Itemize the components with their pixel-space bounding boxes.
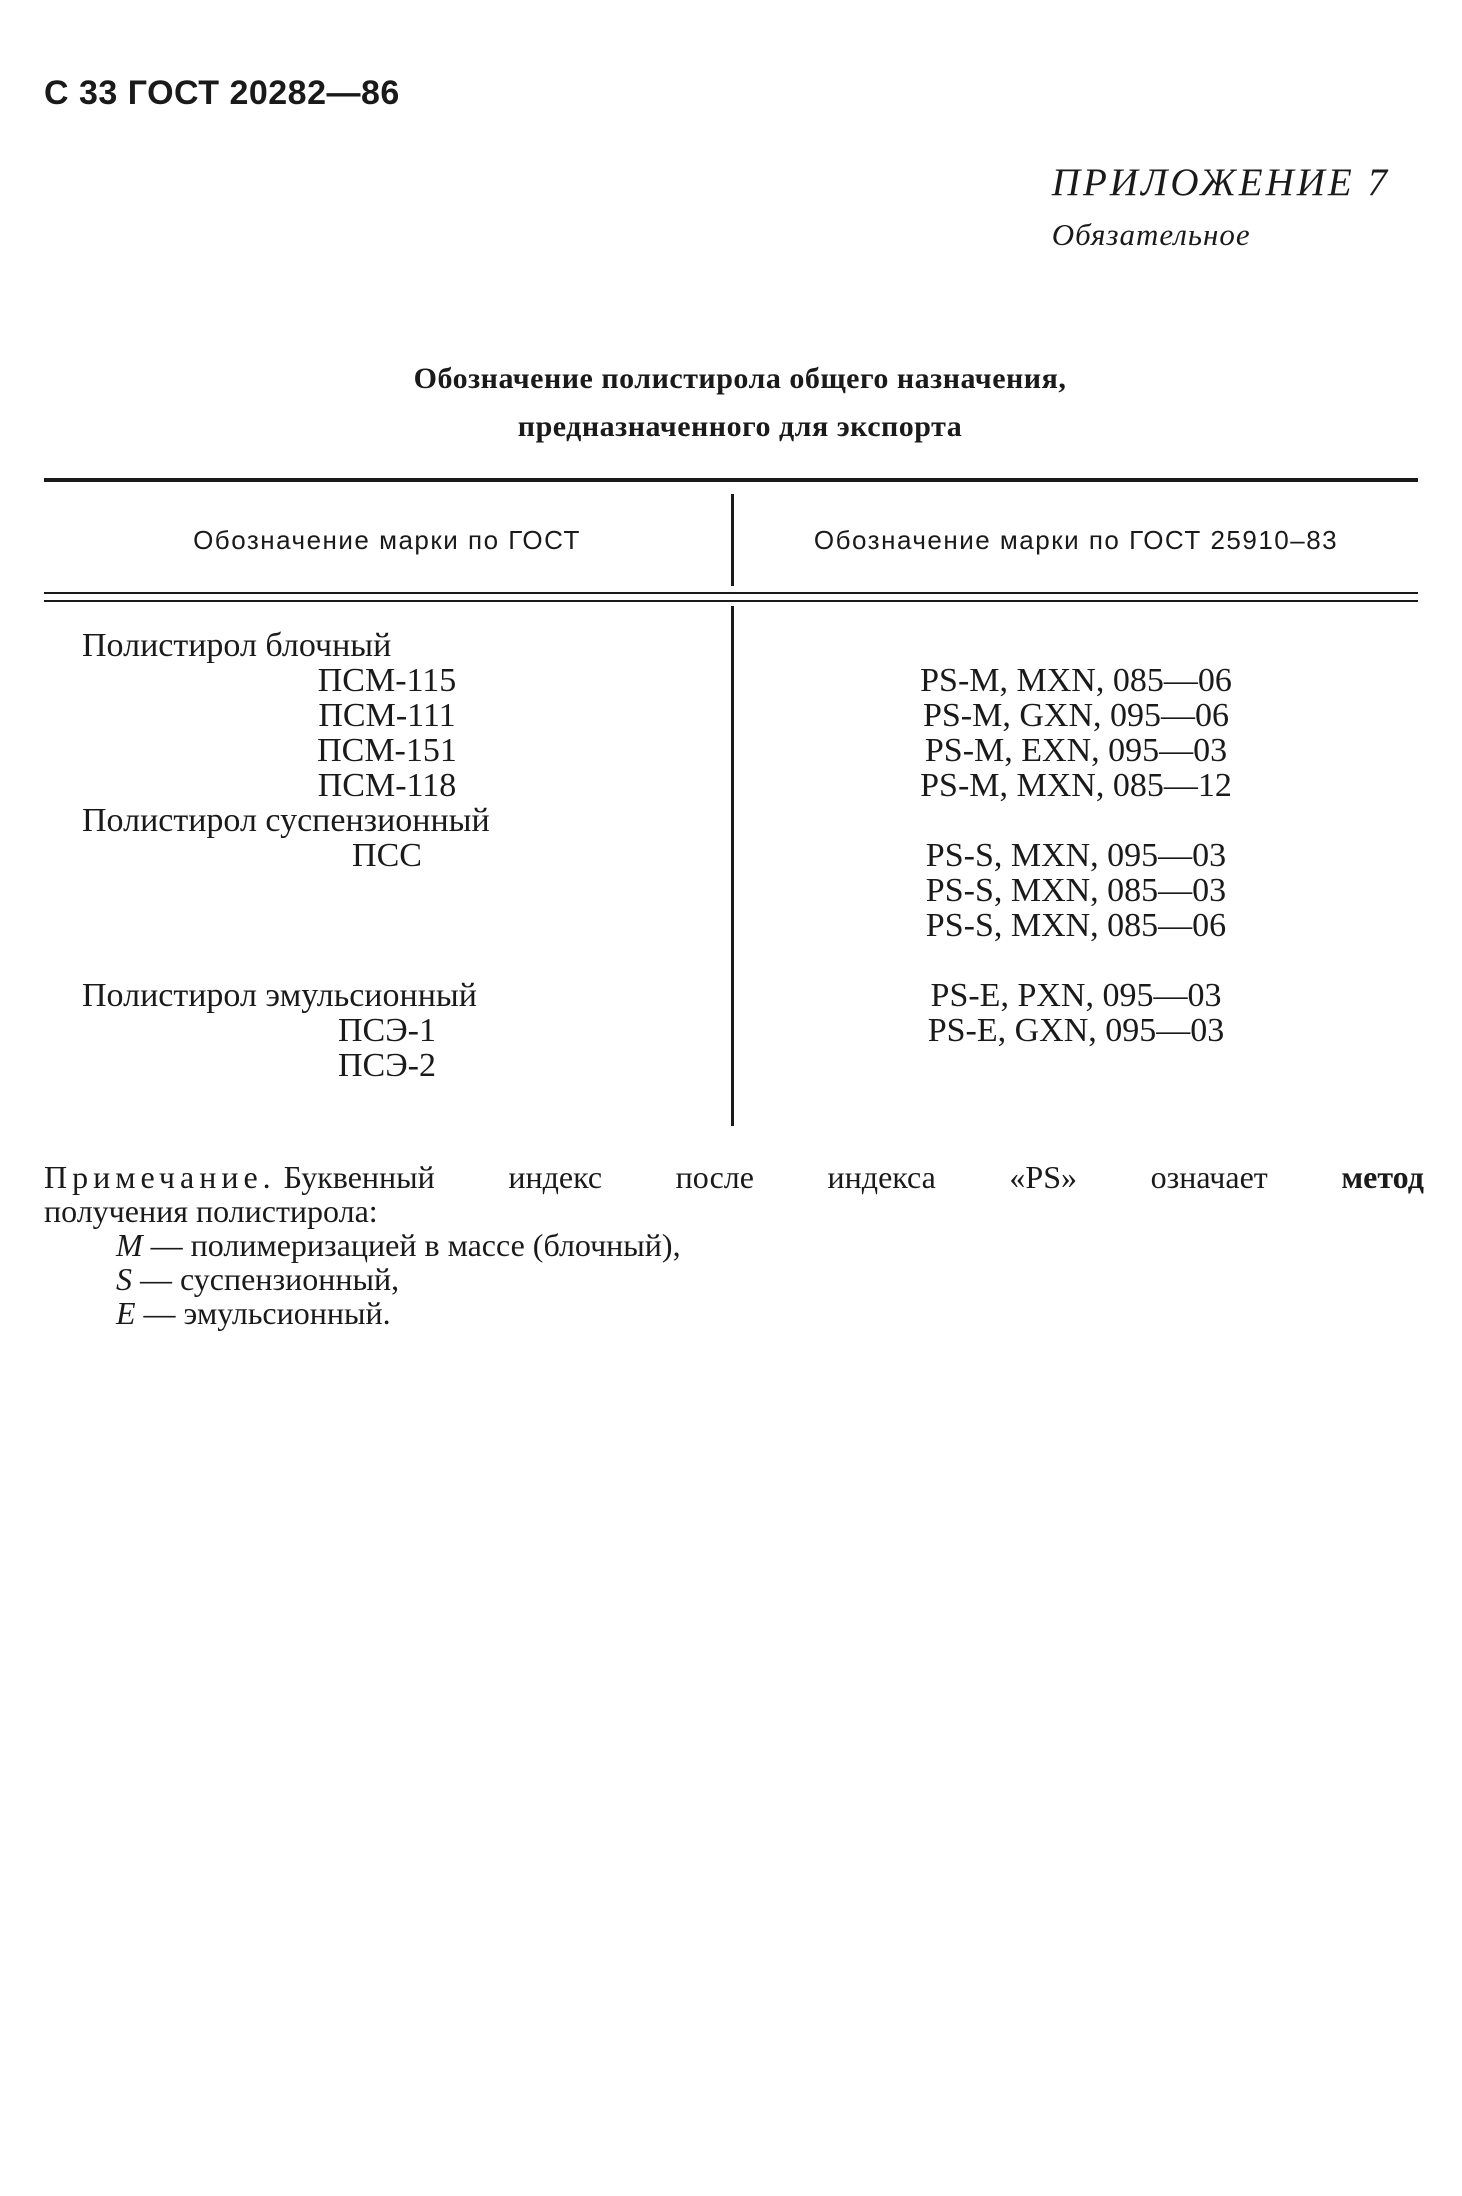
note-item-key: S bbox=[116, 1261, 132, 1297]
row-left-cell: ПСЭ-1 bbox=[338, 1012, 436, 1049]
table-top-rule bbox=[44, 478, 1418, 482]
row-left-cell: ПСМ-115 bbox=[317, 662, 457, 699]
table-row bbox=[44, 1013, 1418, 1048]
note-item-key: M bbox=[116, 1227, 143, 1263]
note-item-text: — эмульсионный. bbox=[135, 1295, 391, 1331]
row-right-cell: PS-S, MXN, 085—03 bbox=[925, 872, 1227, 909]
table-body bbox=[44, 628, 1418, 1083]
note-item-s bbox=[44, 1262, 1424, 1296]
document-title-line-1: Обозначение полистирола общего назначения, bbox=[413, 362, 1067, 395]
note-word: означает bbox=[1150, 1159, 1268, 1195]
row-right-cell: PS-M, GXN, 095—06 bbox=[922, 697, 1230, 734]
row-right-cell: PS-M, MXN, 085—12 bbox=[920, 767, 1232, 804]
column-header-gost: Обозначение марки по ГОСТ bbox=[193, 525, 581, 555]
note-word-text: Буквенный bbox=[283, 1159, 435, 1195]
row-right-cell: PS-S, MXN, 095—03 bbox=[925, 837, 1227, 874]
row-right-cell: PS-E, GXN, 095—03 bbox=[927, 1012, 1225, 1049]
note-item-e bbox=[44, 1296, 1424, 1330]
table-note bbox=[44, 1160, 1424, 1330]
row-right-cell: PS-E, PXN, 095—03 bbox=[930, 977, 1222, 1014]
table-row bbox=[44, 873, 1418, 908]
row-left-cell: ПСЭ-2 bbox=[338, 1047, 436, 1084]
table-header-rule-2 bbox=[44, 600, 1418, 602]
table-header-rule-1 bbox=[44, 592, 1418, 594]
note-word: индекс bbox=[508, 1159, 603, 1195]
note-line-2: получения полистирола: bbox=[44, 1193, 378, 1229]
note-word: «PS» bbox=[1009, 1159, 1077, 1195]
row-left-cell: Полистирол суспензионный bbox=[82, 802, 490, 839]
table-row bbox=[44, 663, 1418, 698]
document-title bbox=[0, 355, 1462, 451]
row-left-cell: ПСМ-151 bbox=[317, 732, 457, 769]
row-left-cell: Полистирол блочный bbox=[82, 627, 392, 664]
appendix-subtitle: Обязательное bbox=[1051, 217, 1251, 252]
note-label: Примечание. bbox=[44, 1159, 276, 1195]
note-word: после bbox=[675, 1159, 754, 1195]
note-word: индекса bbox=[827, 1159, 936, 1195]
note-item-key: E bbox=[116, 1295, 136, 1331]
note-word: метод bbox=[1341, 1159, 1424, 1195]
page-header: С 33 ГОСТ 20282—86 bbox=[44, 74, 400, 112]
row-right-cell: PS-M, EXN, 095—03 bbox=[924, 732, 1228, 769]
table-row bbox=[44, 838, 1418, 873]
table-row bbox=[44, 803, 1418, 838]
table-row bbox=[44, 978, 1418, 1013]
table-row bbox=[44, 733, 1418, 768]
table-row bbox=[44, 628, 1418, 663]
row-left-cell: ПСМ-111 bbox=[318, 697, 456, 734]
table-row bbox=[44, 1048, 1418, 1083]
note-word bbox=[44, 1160, 435, 1194]
appendix-block bbox=[1052, 160, 1390, 253]
row-right-cell: PS-M, MXN, 085—06 bbox=[920, 662, 1232, 699]
column-header-gost-25910: Обозначение марки по ГОСТ 25910–83 bbox=[813, 525, 1339, 555]
note-item-text: — полимеризацией в массе (блочный), bbox=[142, 1227, 681, 1263]
appendix-title: ПРИЛОЖЕНИЕ 7 bbox=[1051, 161, 1390, 204]
row-left-cell: ПСС bbox=[352, 837, 422, 874]
note-item-text: — суспензионный, bbox=[132, 1261, 400, 1297]
row-right-cell: PS-S, MXN, 085—06 bbox=[925, 907, 1227, 944]
table-row bbox=[44, 908, 1418, 943]
row-left-cell: Полистирол эмульсионный bbox=[82, 977, 477, 1014]
table-row bbox=[44, 768, 1418, 803]
note-line-1 bbox=[44, 1160, 1424, 1194]
table-row bbox=[44, 698, 1418, 733]
document-title-line-2: предназначенного для экспорта bbox=[517, 410, 963, 443]
row-left-cell: ПСМ-118 bbox=[317, 767, 457, 804]
table-row bbox=[44, 943, 1418, 978]
note-item-m bbox=[44, 1228, 1424, 1262]
